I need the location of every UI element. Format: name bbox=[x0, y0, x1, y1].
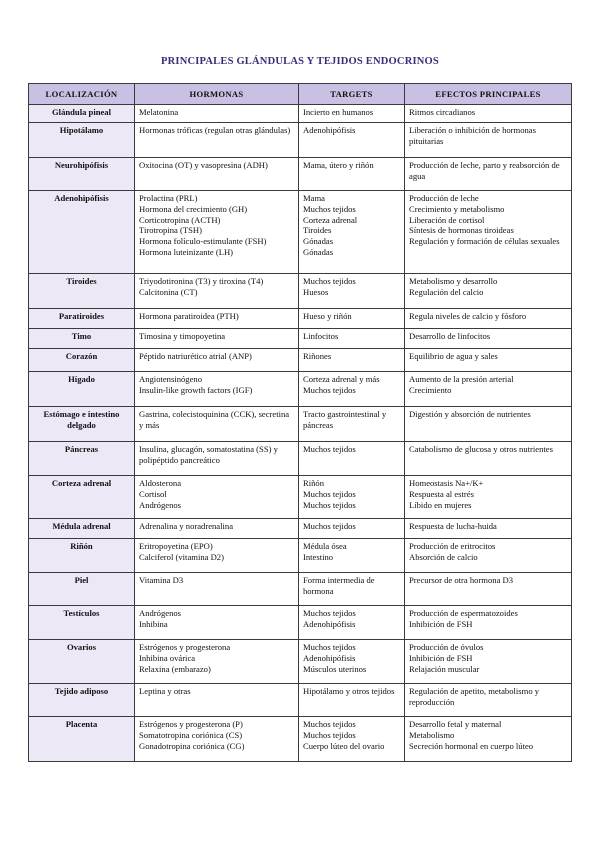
cell-hormonas bbox=[135, 476, 299, 519]
targets-line: Mama, útero y riñón bbox=[303, 160, 374, 170]
cell-localizacion: Corazón bbox=[29, 349, 135, 372]
cell-hormonas bbox=[135, 519, 299, 539]
hormonas-line: Melatonina bbox=[139, 107, 179, 117]
cell-hormonas bbox=[135, 123, 299, 158]
table-row bbox=[29, 329, 572, 349]
cell-hormonas bbox=[135, 539, 299, 573]
hormonas-line: Triyodotironina (T3) y tiroxina (T4) bbox=[139, 276, 264, 286]
targets-line: Tracto gastrointestinal y páncreas bbox=[303, 409, 387, 430]
cell-hormonas bbox=[135, 640, 299, 684]
targets-line: Muchos tejidos bbox=[303, 203, 356, 214]
cell-efectos bbox=[405, 329, 572, 349]
efectos-line: Producción de espermatozoides bbox=[409, 608, 518, 618]
header-targets: TARGETS bbox=[299, 84, 405, 105]
table-row bbox=[29, 191, 572, 274]
efectos-line: Liberación de cortisol bbox=[409, 214, 485, 225]
cell-localizacion: Tiroides bbox=[29, 274, 135, 309]
efectos-line: Regulación y formación de células sexuales bbox=[409, 236, 560, 247]
cell-efectos bbox=[405, 640, 572, 684]
cell-efectos bbox=[405, 158, 572, 191]
efectos-line: Producción de leche bbox=[409, 193, 479, 203]
efectos-line: Crecimiento bbox=[409, 384, 452, 395]
table-row bbox=[29, 407, 572, 442]
hormonas-line: Hormonas tróficas (regulan otras glándulas) bbox=[139, 125, 291, 135]
efectos-line: Producción de eritrocitos bbox=[409, 541, 496, 551]
targets-line: Muchos tejidos bbox=[303, 719, 356, 729]
cell-hormonas bbox=[135, 573, 299, 606]
cell-hormonas bbox=[135, 684, 299, 717]
efectos-line: Metabolismo y desarrollo bbox=[409, 276, 498, 286]
cell-localizacion: Páncreas bbox=[29, 442, 135, 476]
cell-localizacion: Timo bbox=[29, 329, 135, 349]
table-row bbox=[29, 476, 572, 519]
cell-hormonas bbox=[135, 606, 299, 640]
efectos-line: Regula niveles de calcio y fósforo bbox=[409, 311, 527, 321]
efectos-line: Homeostasis Na+/K+ bbox=[409, 478, 484, 488]
cell-efectos bbox=[405, 105, 572, 123]
hormonas-line: Péptido natriurético atrial (ANP) bbox=[139, 351, 252, 361]
cell-targets bbox=[299, 191, 405, 274]
targets-line: Muchos tejidos bbox=[303, 488, 356, 499]
table-row bbox=[29, 349, 572, 372]
cell-localizacion: Hipotálamo bbox=[29, 123, 135, 158]
hormonas-line: Prolactina (PRL) bbox=[139, 193, 198, 203]
cell-hormonas bbox=[135, 407, 299, 442]
efectos-line: Aumento de la presión arterial bbox=[409, 374, 514, 384]
targets-line: Linfocitos bbox=[303, 331, 339, 341]
efectos-line: Crecimiento y metabolismo bbox=[409, 203, 505, 214]
cell-hormonas bbox=[135, 349, 299, 372]
cell-efectos bbox=[405, 123, 572, 158]
hormonas-line: Calciferol (vitamina D2) bbox=[139, 551, 224, 562]
targets-line: Intestino bbox=[303, 551, 334, 562]
targets-line: Incierto en humanos bbox=[303, 107, 374, 117]
cell-efectos bbox=[405, 349, 572, 372]
efectos-line: Liberación o inhibición de hormonas pituitarias bbox=[409, 125, 536, 146]
cell-localizacion: Adenohipófisis bbox=[29, 191, 135, 274]
hormonas-line: Insulina, glucagón, somatostatina (SS) y polipéptido pancreático bbox=[139, 444, 278, 465]
cell-efectos bbox=[405, 606, 572, 640]
table-row bbox=[29, 519, 572, 539]
cell-targets bbox=[299, 123, 405, 158]
efectos-line: Desarrollo fetal y maternal bbox=[409, 719, 502, 729]
table-row bbox=[29, 640, 572, 684]
cell-localizacion: Estómago e intestino delgado bbox=[29, 407, 135, 442]
table-row bbox=[29, 606, 572, 640]
efectos-line: Precursor de otra hormona D3 bbox=[409, 575, 514, 585]
cell-hormonas bbox=[135, 372, 299, 407]
cell-targets bbox=[299, 684, 405, 717]
cell-targets bbox=[299, 329, 405, 349]
efectos-line: Digestión y absorción de nutrientes bbox=[409, 409, 531, 419]
cell-targets bbox=[299, 105, 405, 123]
targets-line: Hueso y riñón bbox=[303, 311, 352, 321]
targets-line: Muchos tejidos bbox=[303, 276, 356, 286]
hormonas-line: Tirotropina (TSH) bbox=[139, 225, 202, 236]
efectos-line: Inhibición de FSH bbox=[409, 618, 473, 629]
cell-targets bbox=[299, 606, 405, 640]
header-hormonas: HORMONAS bbox=[135, 84, 299, 105]
efectos-line: Relajación muscular bbox=[409, 663, 480, 674]
hormonas-line: Vitamina D3 bbox=[139, 575, 184, 585]
targets-line: Adenohipófisis bbox=[303, 618, 356, 629]
cell-targets bbox=[299, 349, 405, 372]
efectos-line: Secreción hormonal en cuerpo lúteo bbox=[409, 740, 534, 751]
table-row bbox=[29, 442, 572, 476]
cell-efectos bbox=[405, 309, 572, 329]
cell-localizacion: Paratiroides bbox=[29, 309, 135, 329]
targets-line: Muchos tejidos bbox=[303, 608, 356, 618]
cell-efectos bbox=[405, 717, 572, 762]
cell-efectos bbox=[405, 191, 572, 274]
hormonas-line: Gastrina, colecistoquinina (CCK), secretina y más bbox=[139, 409, 290, 430]
targets-line: Músculos uterinos bbox=[303, 663, 367, 674]
endocrine-table bbox=[28, 83, 572, 762]
cell-targets bbox=[299, 476, 405, 519]
cell-efectos bbox=[405, 372, 572, 407]
targets-line: Muchos tejidos bbox=[303, 642, 356, 652]
cell-targets bbox=[299, 717, 405, 762]
targets-line: Corteza adrenal bbox=[303, 214, 358, 225]
targets-line: Tiroides bbox=[303, 225, 332, 236]
efectos-line: Regulación del calcio bbox=[409, 286, 484, 297]
targets-line: Muchos tejidos bbox=[303, 729, 356, 740]
efectos-line: Catabolismo de glucosa y otros nutrientes bbox=[409, 444, 553, 454]
table-row bbox=[29, 309, 572, 329]
targets-line: Gónadas bbox=[303, 246, 334, 257]
table-header-row bbox=[29, 84, 572, 105]
table-row bbox=[29, 717, 572, 762]
targets-line: Hipotálamo y otros tejidos bbox=[303, 686, 395, 696]
efectos-line: Líbido en mujeres bbox=[409, 499, 472, 510]
efectos-line: Ritmos circadianos bbox=[409, 107, 476, 117]
cell-efectos bbox=[405, 274, 572, 309]
targets-line: Muchos tejidos bbox=[303, 499, 356, 510]
targets-line: Muchos tejidos bbox=[303, 444, 356, 454]
cell-targets bbox=[299, 274, 405, 309]
cell-hormonas bbox=[135, 105, 299, 123]
targets-line: Médula ósea bbox=[303, 541, 347, 551]
cell-localizacion: Hígado bbox=[29, 372, 135, 407]
hormonas-line: Eritropoyetina (EPO) bbox=[139, 541, 213, 551]
targets-line: Riñón bbox=[303, 478, 325, 488]
table-row bbox=[29, 123, 572, 158]
hormonas-line: Inhibina ovárica bbox=[139, 652, 196, 663]
targets-line: Cuerpo lúteo del ovario bbox=[303, 740, 385, 751]
cell-localizacion: Tejido adiposo bbox=[29, 684, 135, 717]
efectos-line: Desarrollo de linfocitos bbox=[409, 331, 491, 341]
cell-hormonas bbox=[135, 717, 299, 762]
table-row bbox=[29, 573, 572, 606]
hormonas-line: Aldosterona bbox=[139, 478, 182, 488]
hormonas-line: Inhibina bbox=[139, 618, 168, 629]
hormonas-line: Gonadotropina coriónica (CG) bbox=[139, 740, 245, 751]
hormonas-line: Relaxina (embarazo) bbox=[139, 663, 211, 674]
cell-efectos bbox=[405, 539, 572, 573]
table-row bbox=[29, 158, 572, 191]
targets-line: Huesos bbox=[303, 286, 329, 297]
table-row bbox=[29, 105, 572, 123]
hormonas-line: Timosina y timopoyetina bbox=[139, 331, 226, 341]
efectos-line: Regulación de apetito, metabolismo y reproducción bbox=[409, 686, 540, 707]
cell-hormonas bbox=[135, 329, 299, 349]
efectos-line: Metabolismo bbox=[409, 729, 455, 740]
cell-localizacion: Piel bbox=[29, 573, 135, 606]
targets-line: Adenohipófisis bbox=[303, 125, 356, 135]
cell-localizacion: Riñón bbox=[29, 539, 135, 573]
page-title: PRINCIPALES GLÁNDULAS Y TEJIDOS ENDOCRINOS bbox=[161, 56, 439, 67]
targets-line: Riñones bbox=[303, 351, 332, 361]
cell-targets bbox=[299, 372, 405, 407]
targets-line: Adenohipófisis bbox=[303, 652, 356, 663]
hormonas-line: Oxitocina (OT) y vasopresina (ADH) bbox=[139, 160, 268, 170]
cell-efectos bbox=[405, 684, 572, 717]
cell-localizacion: Neurohipófisis bbox=[29, 158, 135, 191]
header-efectos: EFECTOS PRINCIPALES bbox=[405, 84, 572, 105]
hormonas-line: Cortisol bbox=[139, 488, 167, 499]
efectos-line: Producción de leche, parto y reabsorción de agua bbox=[409, 160, 560, 181]
efectos-line: Inhibición de FSH bbox=[409, 652, 473, 663]
hormonas-line: Calcitonina (CT) bbox=[139, 286, 198, 297]
cell-targets bbox=[299, 640, 405, 684]
hormonas-line: Angiotensinógeno bbox=[139, 374, 203, 384]
cell-targets bbox=[299, 442, 405, 476]
efectos-line: Respuesta al estrés bbox=[409, 488, 474, 499]
efectos-line: Síntesis de hormonas tiroideas bbox=[409, 225, 514, 236]
targets-line: Corteza adrenal y más bbox=[303, 374, 380, 384]
cell-localizacion: Glándula pineal bbox=[29, 105, 135, 123]
table-row bbox=[29, 274, 572, 309]
cell-efectos bbox=[405, 407, 572, 442]
targets-line: Mama bbox=[303, 193, 325, 203]
efectos-line: Respuesta de lucha-huida bbox=[409, 521, 497, 531]
hormonas-line: Hormona del crecimiento (GH) bbox=[139, 203, 248, 214]
targets-line: Muchos tejidos bbox=[303, 384, 356, 395]
targets-line: Gónadas bbox=[303, 236, 334, 247]
header-localizacion: LOCALIZACIÓN bbox=[29, 84, 135, 105]
hormonas-line: Leptina y otras bbox=[139, 686, 191, 696]
cell-hormonas bbox=[135, 274, 299, 309]
cell-targets bbox=[299, 519, 405, 539]
cell-localizacion: Ovarios bbox=[29, 640, 135, 684]
cell-targets bbox=[299, 309, 405, 329]
cell-efectos bbox=[405, 442, 572, 476]
targets-line: Muchos tejidos bbox=[303, 521, 356, 531]
hormonas-line: Corticotropina (ACTH) bbox=[139, 214, 221, 225]
hormonas-line: Somatotropina coriónica (CS) bbox=[139, 729, 243, 740]
cell-targets bbox=[299, 158, 405, 191]
hormonas-line: Hormona paratiroidea (PTH) bbox=[139, 311, 239, 321]
cell-targets bbox=[299, 539, 405, 573]
cell-targets bbox=[299, 407, 405, 442]
cell-efectos bbox=[405, 573, 572, 606]
table-row bbox=[29, 372, 572, 407]
hormonas-line: Hormona folículo-estimulante (FSH) bbox=[139, 236, 267, 247]
hormonas-line: Estrógenos y progesterona bbox=[139, 642, 231, 652]
hormonas-line: Andrógenos bbox=[139, 499, 182, 510]
efectos-line: Producción de óvulos bbox=[409, 642, 484, 652]
cell-targets bbox=[299, 573, 405, 606]
cell-hormonas bbox=[135, 442, 299, 476]
cell-localizacion: Corteza adrenal bbox=[29, 476, 135, 519]
cell-localizacion: Médula adrenal bbox=[29, 519, 135, 539]
hormonas-line: Insulin-like growth factors (IGF) bbox=[139, 384, 253, 395]
hormonas-line: Estrógenos y progesterona (P) bbox=[139, 719, 243, 729]
targets-line: Forma intermedia de hormona bbox=[303, 575, 375, 596]
table-row bbox=[29, 684, 572, 717]
table-row bbox=[29, 539, 572, 573]
hormonas-line: Hormona luteinizante (LH) bbox=[139, 246, 234, 257]
cell-efectos bbox=[405, 476, 572, 519]
cell-hormonas bbox=[135, 309, 299, 329]
hormonas-line: Andrógenos bbox=[139, 608, 182, 618]
cell-localizacion: Testículos bbox=[29, 606, 135, 640]
table-body bbox=[29, 105, 572, 762]
efectos-line: Absorción de calcio bbox=[409, 551, 478, 562]
cell-localizacion: Placenta bbox=[29, 717, 135, 762]
hormonas-line: Adrenalina y noradrenalina bbox=[139, 521, 234, 531]
cell-hormonas bbox=[135, 158, 299, 191]
cell-hormonas bbox=[135, 191, 299, 274]
cell-efectos bbox=[405, 519, 572, 539]
efectos-line: Equilibrio de agua y sales bbox=[409, 351, 498, 361]
